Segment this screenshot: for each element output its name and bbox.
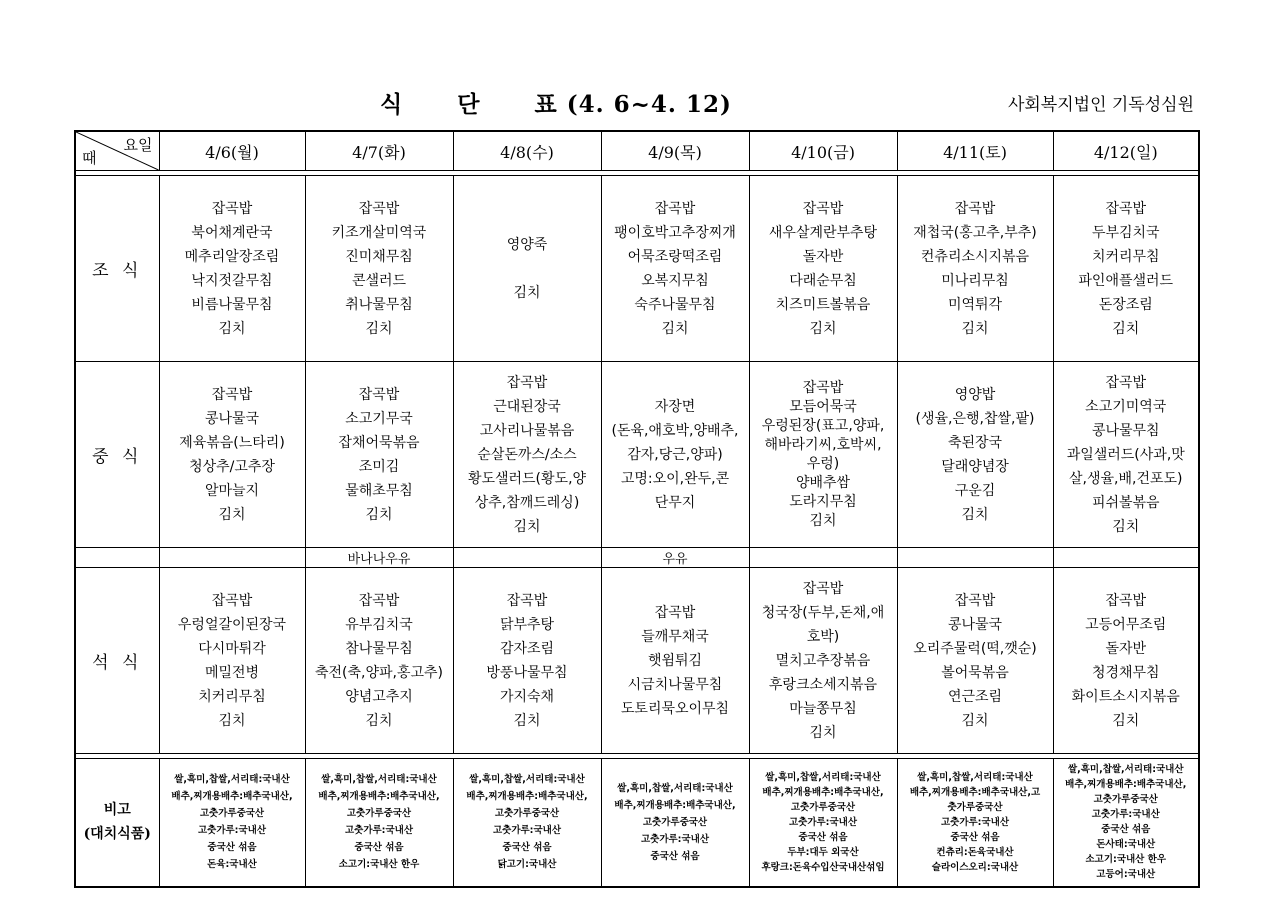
- dinner-cell: [749, 568, 897, 754]
- menu-item: 재첩국(홍고추,부추): [913, 224, 1037, 241]
- menu-item: 연근조림: [947, 688, 1003, 705]
- snack-cell: 우유: [601, 548, 749, 568]
- menu-item: 고등어무조림: [1085, 616, 1167, 633]
- menu-item: 메추리알장조림: [184, 248, 280, 265]
- breakfast-cell: [159, 176, 305, 362]
- menu-item: 달래양념장: [941, 458, 1009, 475]
- menu-item: 비름나물무침: [191, 296, 273, 313]
- day-header: 4/12(일): [1053, 131, 1199, 171]
- menu-item: (돈육,애호박,양배추,: [611, 422, 739, 439]
- day-header: 4/6(월): [159, 131, 305, 171]
- day-header: 4/9(목): [601, 131, 749, 171]
- menu-item: 우렁): [806, 455, 840, 472]
- menu-item: 양배추쌈: [795, 474, 851, 491]
- notes-cell: [897, 759, 1053, 887]
- notes-cell: [601, 759, 749, 887]
- menu-item: 김치: [1112, 518, 1140, 535]
- menu-item: 유부김치국: [345, 616, 413, 633]
- menu-item: 김치: [365, 712, 393, 729]
- snack-cell: [1053, 548, 1199, 568]
- lunch-cell: [305, 362, 453, 548]
- menu-item: 호박): [806, 628, 840, 645]
- dinner-cell: [453, 568, 601, 754]
- menu-item: 배추,찌개용배추:배추국내산,: [318, 791, 440, 803]
- menu-item: 돌자반: [802, 248, 844, 265]
- menu-item: 살,생율,배,건포도): [1069, 470, 1183, 487]
- menu-item: 팽이호박고추장찌개: [614, 224, 736, 241]
- menu-item: 다래순무침: [789, 272, 857, 289]
- menu-item: 콩나물무침: [1091, 422, 1160, 439]
- menu-item: 쌀,흑미,찹쌀,서리태:국내산: [174, 774, 290, 786]
- menu-item: 알마늘지: [204, 482, 260, 499]
- menu-item: 고춧가루중국산: [1093, 794, 1158, 806]
- lunch-cell: [453, 362, 601, 548]
- organization-name: 사회복지법인 기독성심원: [1007, 95, 1194, 115]
- menu-item: 치즈미트볼볶음: [775, 296, 871, 313]
- menu-item: 취나물무침: [345, 296, 413, 313]
- menu-item: 후랑크:돈육수입산국내산섞임: [761, 861, 885, 873]
- menu-item: 도라지무침: [789, 493, 857, 510]
- menu-item: 김치: [1112, 320, 1140, 337]
- menu-item: 고춧가루중국산: [494, 808, 560, 820]
- menu-item: 햇윔튀김: [647, 652, 703, 669]
- menu-item: 감자조림: [499, 640, 555, 657]
- menu-item: 메밀전병: [204, 664, 260, 681]
- corner-time-label: 때: [82, 149, 97, 167]
- menu-item: 고춧가루중국산: [642, 816, 708, 828]
- menu-item: 쌀,흑미,찹쌀,서리태:국내산: [617, 782, 733, 794]
- menu-item: 잡곡밥: [954, 592, 996, 609]
- menu-item: 고춧가루:국내산: [1091, 809, 1160, 821]
- weekly-menu-table: [74, 130, 1200, 888]
- menu-item: 김치: [809, 320, 837, 337]
- menu-item: 물해초무침: [345, 482, 413, 499]
- menu-item: 도토리묵오이무침: [620, 700, 730, 717]
- menu-item: 제육볶음(느타리): [179, 434, 285, 451]
- menu-item: 중국산 섞음: [950, 831, 1000, 843]
- menu-item: 잡곡밥: [211, 592, 253, 609]
- menu-item: 김치: [218, 712, 246, 729]
- menu-item: 김치: [961, 712, 989, 729]
- menu-item: 김치: [365, 320, 393, 337]
- menu-item: 김치: [218, 320, 246, 337]
- menu-item: 돈장조림: [1098, 296, 1153, 313]
- menu-item: 화이트소시지볶음: [1071, 688, 1180, 705]
- dinner-row: [75, 568, 1199, 754]
- menu-item: 어묵조랑떡조림: [627, 248, 723, 265]
- menu-item: 중국산 섞음: [1101, 824, 1151, 836]
- menu-item: 황도샐러드(황도,양: [467, 470, 587, 487]
- menu-item: 잡곡밥: [506, 592, 548, 609]
- menu-item: 진미채무침: [345, 248, 413, 265]
- menu-item: 감자,당근,양파): [627, 446, 723, 463]
- day-header: 4/8(수): [453, 131, 601, 171]
- menu-item: 슬라이스오리:국내산: [931, 861, 1019, 873]
- snack-cell: [159, 548, 305, 568]
- menu-item: 소고기:국내산 한우: [338, 859, 420, 871]
- menu-item: 마늘쫑무침: [789, 700, 857, 717]
- menu-item: 축된장국: [947, 434, 1003, 451]
- menu-item: 중국산 섞음: [354, 842, 404, 854]
- menu-item: 중국산 섞음: [650, 850, 700, 862]
- menu-item: 우렁된장(표고,양파,: [761, 417, 885, 434]
- menu-item: 배추,찌개용배추:배추국내산,: [171, 791, 293, 803]
- breakfast-cell: [601, 176, 749, 362]
- menu-item: 소고기:국내산 한우: [1085, 854, 1167, 866]
- menu-item: 영양밥: [954, 386, 996, 403]
- menu-item: (생율,은행,찹쌀,팥): [915, 410, 1035, 427]
- menu-item: 단무지: [654, 494, 696, 511]
- menu-item: 쌀,흑미,찹쌀,서리태:국내산: [765, 771, 881, 783]
- menu-item: 고춧가루중국산: [790, 801, 856, 813]
- menu-item: 김치: [513, 284, 541, 301]
- dinner-cell: [1053, 568, 1199, 754]
- menu-item: 양념고추지: [345, 688, 413, 705]
- menu-item: 참나물무침: [345, 640, 413, 657]
- menu-item: 김치: [218, 506, 246, 523]
- menu-item: 고춧가루:국내산: [344, 825, 414, 837]
- notes-cell: [453, 759, 601, 887]
- snack-cell: 바나나우유: [305, 548, 453, 568]
- menu-item: 쌀,흑미,찹쌀,서리태:국내산: [321, 774, 437, 786]
- menu-item: 우렁얼갈이된장국: [177, 616, 287, 633]
- menu-item: 미역튀각: [947, 296, 1003, 313]
- snack-cell: [453, 548, 601, 568]
- dinner-cell: [305, 568, 453, 754]
- breakfast-label: 조 식: [75, 176, 159, 362]
- menu-item: 잡곡밥: [802, 200, 844, 217]
- menu-item: 닭부추탕: [499, 616, 555, 633]
- snack-cell: [897, 548, 1053, 568]
- menu-item: 김치: [513, 518, 541, 535]
- notes-label-line: 비고: [103, 802, 131, 819]
- menu-item: 구운김: [954, 482, 996, 499]
- notes-cell: [749, 759, 897, 887]
- menu-item: 잡곡밥: [802, 580, 844, 597]
- menu-item: 북어채계란국: [191, 224, 273, 241]
- notes-label-line: (대치식품): [83, 826, 151, 843]
- menu-item: 김치: [365, 506, 393, 523]
- menu-item: 컨츄리:돈육국내산: [936, 846, 1014, 858]
- menu-item: 고춧가루:국내산: [492, 825, 562, 837]
- menu-item: 잡곡밥: [1105, 592, 1147, 609]
- menu-item: 배추,찌개용배추:배추국내산,: [614, 799, 736, 811]
- dinner-cell: [159, 568, 305, 754]
- menu-item: 배추,찌개용배추:배추국내산,: [1065, 779, 1187, 791]
- menu-item: 김치: [961, 506, 989, 523]
- menu-item: 중국산 섞음: [798, 831, 848, 843]
- breakfast-cell: [749, 176, 897, 362]
- lunch-label: 중 식: [75, 362, 159, 548]
- menu-item: 잡곡밥: [802, 379, 844, 396]
- menu-item: 방풍나물무침: [486, 664, 568, 681]
- lunch-cell: [601, 362, 749, 548]
- menu-item: 치커리무침: [198, 688, 266, 705]
- menu-item: 순살돈까스/소스: [477, 446, 577, 463]
- snack-cell: [749, 548, 897, 568]
- lunch-cell: [1053, 362, 1199, 548]
- menu-item: 잡채어묵볶음: [338, 434, 420, 451]
- menu-item: 배추,찌개용배추:배추국내산,: [466, 791, 588, 803]
- menu-item: 쌀,흑미,찹쌀,서리태:국내산: [1067, 764, 1184, 776]
- menu-item: 고춧가루중국산: [199, 808, 265, 820]
- menu-item: 잡곡밥: [506, 374, 548, 391]
- menu-item: 미나리무침: [941, 272, 1009, 289]
- menu-item: 고춧가루:국내산: [197, 825, 267, 837]
- menu-item: 잡곡밥: [654, 604, 696, 621]
- menu-item: 잡곡밥: [358, 386, 400, 403]
- menu-item: 잡곡밥: [954, 200, 996, 217]
- menu-item: 키조개살미역국: [331, 224, 427, 241]
- menu-item: 배추,찌개용배추:배추국내산,고: [909, 786, 1041, 798]
- menu-item: 돈사태:국내산: [1096, 839, 1156, 851]
- menu-item: 파인애플샐러드: [1078, 272, 1174, 289]
- menu-item: 김치: [1112, 712, 1140, 729]
- menu-item: 시금치나물무침: [627, 676, 723, 693]
- header-row: [75, 131, 1199, 171]
- menu-item: 잡곡밥: [211, 386, 253, 403]
- notes-cell: [1053, 759, 1199, 887]
- day-header: 4/10(금): [749, 131, 897, 171]
- menu-item: 해바라기씨,호박씨,: [764, 436, 882, 453]
- menu-item: 고명:오이,완두,콘: [620, 470, 730, 487]
- menu-item: 김치: [961, 320, 989, 337]
- menu-item: 오리주물럭(떡,깻순): [913, 640, 1037, 657]
- menu-item: 근대된장국: [493, 398, 561, 415]
- menu-item: 멸치고추장볶음: [775, 652, 871, 669]
- menu-item: 잡곡밥: [1105, 200, 1147, 217]
- menu-item: 쌀,흑미,찹쌀,서리태:국내산: [469, 774, 585, 786]
- menu-item: 소고기무국: [345, 410, 413, 427]
- menu-item: 고춧가루:국내산: [640, 833, 710, 845]
- menu-item: 고등어:국내산: [1096, 869, 1156, 881]
- dinner-label: 석 식: [75, 568, 159, 754]
- day-header: 4/7(화): [305, 131, 453, 171]
- menu-item: 과일샐러드(사과,맛: [1066, 446, 1185, 463]
- menu-item: 돌자반: [1105, 640, 1147, 657]
- menu-item: 두부:대두 외국산: [787, 846, 859, 858]
- menu-item: 모듬어묵국: [789, 398, 857, 415]
- corner-cell: [75, 131, 159, 171]
- menu-item: 소고기미역국: [1085, 398, 1167, 415]
- dinner-cell: [897, 568, 1053, 754]
- menu-item: 청경채무침: [1091, 664, 1160, 681]
- menu-item: 중국산 섞음: [502, 842, 552, 854]
- menu-item: 조미김: [358, 458, 400, 475]
- menu-item: 피쉬볼볶음: [1091, 494, 1160, 511]
- menu-item: 고춧가루:국내산: [940, 816, 1010, 828]
- menu-item: 잡곡밥: [1105, 374, 1147, 391]
- snack-row: [75, 548, 1199, 568]
- menu-item: 축전(축,양파,홍고추): [314, 664, 444, 681]
- breakfast-row: [75, 176, 1199, 362]
- menu-item: 두부김치국: [1091, 224, 1160, 241]
- menu-item: 가지숙채: [499, 688, 555, 705]
- menu-item: 고사리나물볶음: [479, 422, 575, 439]
- menu-item: 중국산 섞음: [207, 842, 257, 854]
- menu-item: 김치: [809, 512, 837, 529]
- menu-item: 들깨무채국: [641, 628, 709, 645]
- menu-item: 청국장(두부,돈채,애: [761, 604, 885, 621]
- menu-title: 식 단 표 (4. 6~4. 12): [380, 91, 732, 118]
- menu-item: [454, 257, 601, 281]
- breakfast-cell: [897, 176, 1053, 362]
- menu-item: 컨츄리소시지볶음: [920, 248, 1030, 265]
- menu-item: 오복지무침: [641, 272, 709, 289]
- notes-cell: [159, 759, 305, 887]
- menu-item: 배추,찌개용배추:배추국내산,: [762, 786, 884, 798]
- menu-item: 후랑크소세지볶음: [768, 676, 878, 693]
- menu-item: 콩나물국: [947, 616, 1003, 633]
- menu-item: 영양죽: [506, 236, 548, 253]
- breakfast-cell: [1053, 176, 1199, 362]
- menu-item: 숙주나물무침: [634, 296, 716, 313]
- breakfast-cell: [453, 176, 601, 362]
- menu-item: 청상추/고추장: [189, 458, 275, 475]
- corner-day-label: 요일: [123, 136, 153, 154]
- menu-item: 치커리무침: [1091, 248, 1160, 265]
- menu-item: 닭고기:국내산: [497, 859, 557, 871]
- notes-row: [75, 759, 1199, 887]
- menu-item: 다시마튀각: [198, 640, 266, 657]
- menu-item: 잡곡밥: [211, 200, 253, 217]
- menu-item: 콩나물국: [204, 410, 260, 427]
- day-header: 4/11(토): [897, 131, 1053, 171]
- menu-item: 콘샐러드: [351, 272, 407, 289]
- menu-item: 고춧가루:국내산: [788, 816, 858, 828]
- menu-item: 춧가루중국산: [947, 801, 1003, 813]
- menu-item: 잡곡밥: [654, 200, 696, 217]
- menu-item: 낙지젓갈무침: [191, 272, 273, 289]
- dinner-cell: [601, 568, 749, 754]
- menu-item: 쌀,흑미,찹쌀,서리태:국내산: [917, 771, 1033, 783]
- lunch-cell: [749, 362, 897, 548]
- menu-item: 상추,참깨드레싱): [474, 494, 580, 511]
- menu-item: 자장면: [654, 398, 696, 415]
- lunch-cell: [897, 362, 1053, 548]
- notes-cell: [305, 759, 453, 887]
- notes-label: [75, 759, 159, 887]
- menu-item: 김치: [513, 712, 541, 729]
- menu-item: 김치: [661, 320, 689, 337]
- menu-item: 돈육:국내산: [207, 859, 257, 871]
- lunch-row: [75, 362, 1199, 548]
- menu-item: 잡곡밥: [358, 592, 400, 609]
- lunch-cell: [159, 362, 305, 548]
- menu-item: 고춧가루중국산: [346, 808, 412, 820]
- breakfast-cell: [305, 176, 453, 362]
- menu-item: 김치: [809, 724, 837, 741]
- menu-item: 볼어묵볶음: [941, 664, 1009, 681]
- menu-item: 새우살계란부추탕: [768, 224, 878, 241]
- menu-item: 잡곡밥: [358, 200, 400, 217]
